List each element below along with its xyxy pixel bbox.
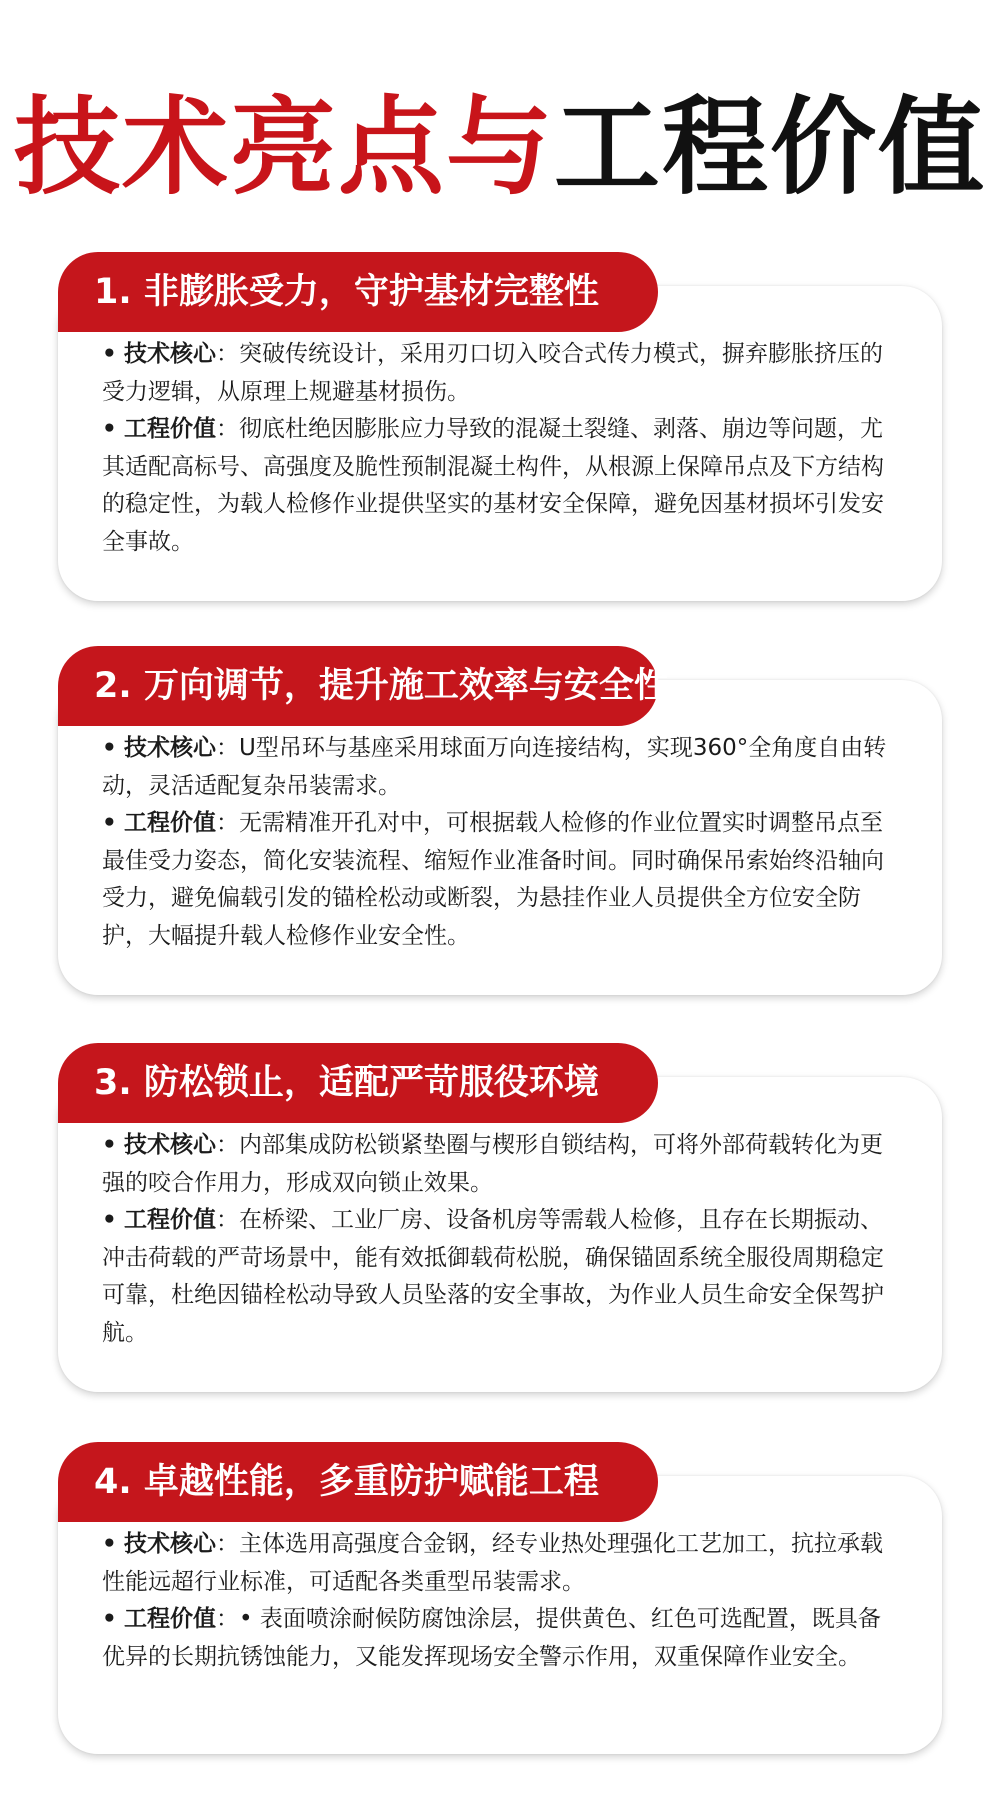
page-title-black: 工程价值 [554, 86, 986, 209]
core-text: 内部集成防松锁紧垫圈与楔形自锁结构，可将外部荷载转化为更强的咬合作用力，形成双向锁止效果。 [102, 1132, 884, 1196]
bullet: • [102, 1531, 117, 1557]
bullet: • [102, 341, 117, 367]
bullet: • [102, 1207, 117, 1233]
value-paragraph [102, 411, 894, 561]
bullet: • [102, 1132, 117, 1158]
section-title: 4. 卓越性能，多重防护赋能工程 [58, 1442, 658, 1522]
colon: ： [216, 341, 240, 367]
colon: ： [216, 735, 240, 761]
value-text: 彻底杜绝因膨胀应力导致的混凝土裂缝、剥落、崩边等问题，尤其适配高标号、高强度及脆性预制混凝土构件，从根源上保障吊点及下方结构的稳定性，为载人检修作业提供坚实的基材安全保障，避免因基材损坏引发安全事故。 [102, 416, 884, 555]
page-title [0, 88, 1000, 208]
section-card [58, 680, 942, 995]
core-text: 突破传统设计，采用刃口切入咬合式传力模式，摒弃膨胀挤压的受力逻辑，从原理上规避基材损伤。 [102, 341, 884, 405]
core-paragraph [102, 730, 894, 805]
section-title: 1. 非膨胀受力，守护基材完整性 [58, 252, 658, 332]
colon: ： [216, 1531, 240, 1557]
section-title: 2. 万向调节，提升施工效率与安全性 [58, 646, 658, 726]
section-card [58, 286, 942, 601]
value-text: 无需精准开孔对中，可根据载人检修的作业位置实时调整吊点至最佳受力姿态，简化安装流程、缩短作业准备时间。同时确保吊索始终沿轴向受力，避免偏载引发的锚栓松动或断裂，为悬挂作业人员提供全方位安全防护，大幅提升载人检修作业安全性。 [102, 810, 884, 949]
value-label: 工程价值 [124, 810, 217, 836]
core-text: 主体选用高强度合金钢，经专业热处理强化工艺加工，抗拉承载性能远超行业标准，可适配各类重型吊装需求。 [102, 1531, 884, 1595]
colon: ： [216, 810, 240, 836]
value-paragraph [102, 1601, 894, 1676]
core-paragraph [102, 1526, 894, 1601]
value-text: • 表面喷涂耐候防腐蚀涂层，提供黄色、红色可选配置，既具备优异的长期抗锈蚀能力，又能发挥现场安全警示作用，双重保障作业安全。 [102, 1606, 881, 1670]
section-title: 3. 防松锁止，适配严苛服役环境 [58, 1043, 658, 1123]
value-label: 工程价值 [124, 1606, 217, 1632]
colon: ： [216, 1606, 240, 1632]
core-text: U型吊环与基座采用球面万向连接结构，实现360°全角度自由转动，灵活适配复杂吊装需求。 [102, 735, 887, 799]
colon: ： [216, 416, 240, 442]
value-label: 工程价值 [124, 416, 217, 442]
core-paragraph [102, 1127, 894, 1202]
value-label: 工程价值 [124, 1207, 217, 1233]
value-text: 在桥梁、工业厂房、设备机房等需载人检修，且存在长期振动、冲击荷载的严苛场景中，能有效抵御载荷松脱，确保锚固系统全服役周期稳定可靠，杜绝因锚栓松动导致人员坠落的安全事故，为作业人员生命安全保驾护航。 [102, 1207, 884, 1346]
bullet: • [102, 416, 117, 442]
value-paragraph [102, 1202, 894, 1352]
core-label: 技术核心 [124, 1531, 217, 1557]
bullet: • [102, 810, 117, 836]
core-label: 技术核心 [124, 735, 217, 761]
core-paragraph [102, 336, 894, 411]
core-label: 技术核心 [124, 1132, 217, 1158]
bullet: • [102, 1606, 117, 1632]
core-label: 技术核心 [124, 341, 217, 367]
bullet: • [102, 735, 117, 761]
colon: ： [216, 1207, 240, 1233]
colon: ： [216, 1132, 240, 1158]
page-title-red: 技术亮点与 [14, 86, 554, 209]
section-card [58, 1077, 942, 1392]
value-paragraph [102, 805, 894, 955]
